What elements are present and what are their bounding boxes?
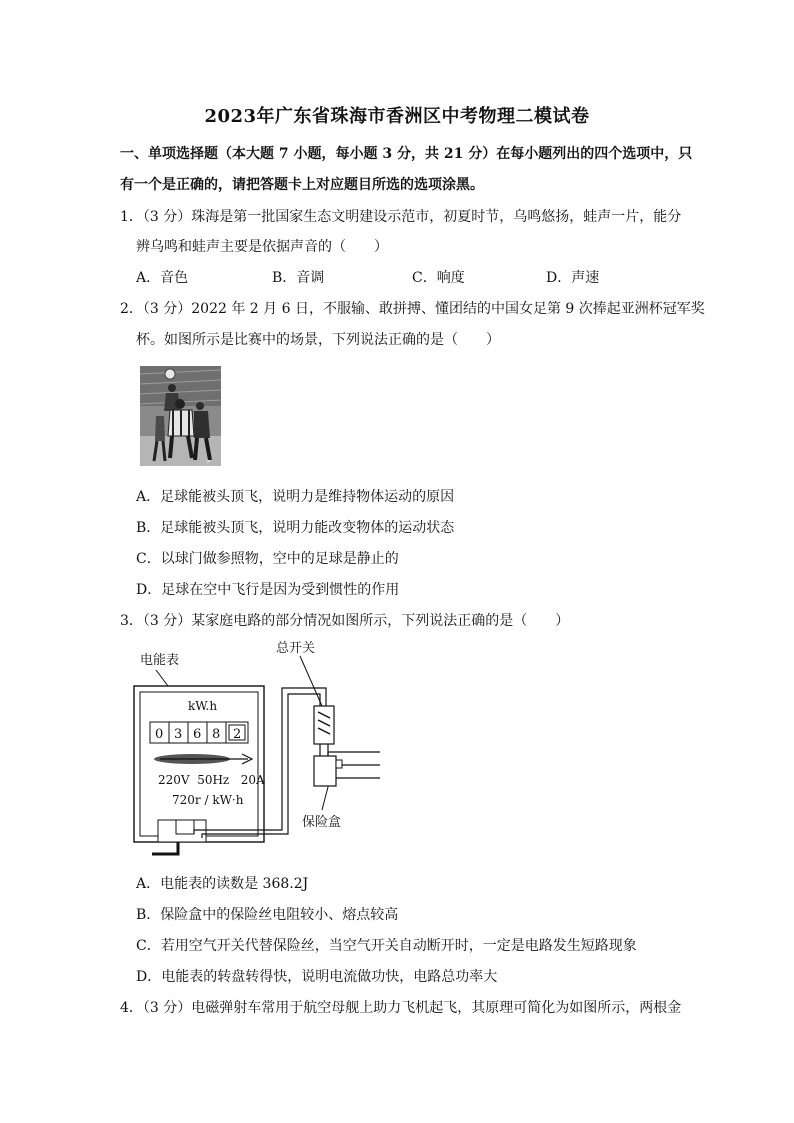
meter-spec-1: 220V 50Hz 20A (158, 773, 265, 787)
q2-option-b: B．足球能被头顶飞，说明力能改变物体的运动状态 (136, 520, 455, 536)
section-heading-line-2: 有一个是正确的，请把答题卡上对应题目所选的选项涂黑。 (120, 177, 484, 193)
q2-stem-line-1: 2．（3 分）2022 年 2 月 6 日，不服输、敢拼搏、懂团结的中国女足第 9 次捧起亚洲杯冠军奖 (120, 301, 705, 317)
q3-stem-line-1: 3．（3 分）某家庭电路的部分情况如图所示，下列说法正确的是（ ） (120, 613, 570, 629)
q3-option-d: D．电能表的转盘转得快，说明电流做功快，电路总功率大 (136, 969, 498, 985)
q4-stem-line-1: 4．（3 分）电磁弹射车常用于航空母舰上助力飞机起飞，其原理可简化为如图所示，两根金 (120, 1000, 682, 1016)
q1-option-d: D．声速 (546, 270, 600, 286)
q1-stem-line-1: 1．（3 分）珠海是第一批国家生态文明建设示范市，初夏时节，乌鸣悠扬，蛙声一片，能分 (120, 209, 682, 225)
meter-digit-3: 6 (193, 727, 202, 742)
q1-option-b: B．音调 (272, 270, 325, 286)
household-circuit-diagram (130, 638, 390, 863)
q2-option-a: A．足球能被头顶飞，说明力是维持物体运动的原因 (136, 489, 455, 505)
q1-stem-line-2: 辨乌鸣和蛙声主要是依据声音的（ ） (136, 239, 388, 255)
q3-option-a: A．电能表的读数是 368.2J (136, 876, 309, 892)
football-match-photo (140, 366, 221, 466)
q2-option-c: C．以球门做参照物，空中的足球是静止的 (136, 551, 399, 567)
q2-stem-line-2: 杯。如图所示是比赛中的场景，下列说法正确的是（ ） (136, 332, 500, 348)
meter-digit-2: 3 (174, 727, 183, 742)
page-title: 2023年广东省珠海市香洲区中考物理二模试卷 (204, 106, 590, 127)
main-switch (314, 706, 334, 744)
q3-option-b: B．保险盒中的保险丝电阻较小、熔点较高 (136, 907, 399, 923)
section-heading-line-1: 一、单项选择题（本大题 7 小题，每小题 3 分，共 21 分）在每小题列出的四个选项中，只 (120, 146, 693, 162)
meter-digit-1: 0 (155, 727, 164, 742)
fuse-label: 保险盒 (302, 815, 342, 830)
switch-label: 总开关 (276, 641, 316, 656)
meter-label: 电能表 (140, 653, 180, 668)
meter-spec-2: 720r / kW·h (172, 793, 244, 807)
meter-digit-5: 2 (233, 727, 242, 742)
q1-option-a: A．音色 (136, 270, 189, 286)
fuse-box (314, 756, 336, 786)
meter-digit-4: 8 (212, 727, 221, 742)
meter-unit: kW.h (188, 699, 218, 713)
q3-option-c: C．若用空气开关代替保险丝，当空气开关自动断开时，一定是电路发生短路现象 (136, 938, 637, 954)
svg-text:>: > (206, 458, 212, 465)
q2-option-d: D．足球在空中飞行是因为受到惯性的作用 (136, 582, 400, 598)
q1-option-c: C．响度 (412, 270, 465, 286)
